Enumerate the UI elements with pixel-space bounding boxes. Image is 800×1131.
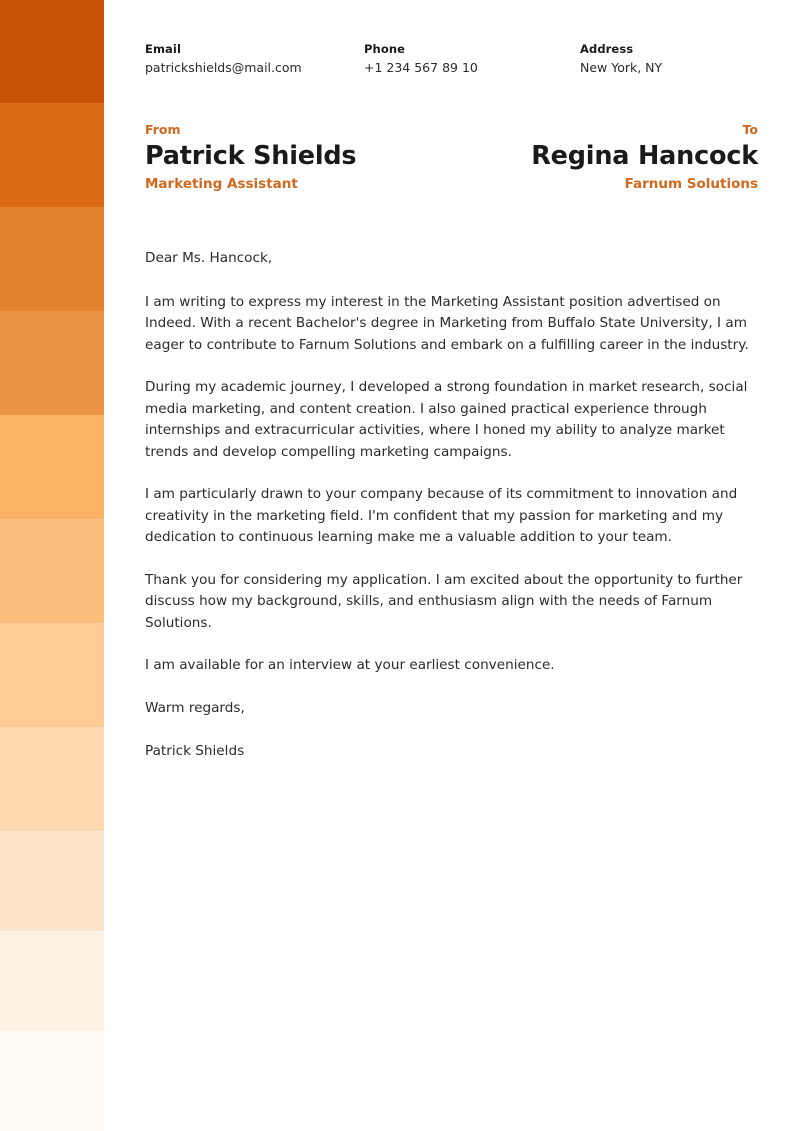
contact-address — [580, 42, 662, 76]
gradient-band-3 — [0, 207, 104, 311]
letter-paragraph: I am writing to express my interest in the Marketing Assistant position advertised on Indeed. With a recent Bachelor's degree in Marketing from Buffalo State University, I am eager to contribute to Farnum Solutions and embark on a fulfilling career in the industry. — [145, 293, 749, 353]
gradient-band-2 — [0, 103, 104, 207]
contact-header — [145, 42, 758, 84]
recipient-company: Farnum Solutions — [624, 176, 758, 192]
gradient-band-6 — [0, 519, 104, 623]
recipient-tag: To — [742, 122, 758, 137]
contact-phone-value: +1 234 567 89 10 — [364, 60, 478, 75]
letter-paragraph: I am particularly drawn to your company because of its commitment to innovation and creativity in the marketing field. I'm confident that my passion for marketing and my dedication to continuous learning make me a valuable addition to your team. — [145, 486, 738, 545]
gradient-band-9 — [0, 831, 104, 931]
gradient-band-5 — [0, 415, 104, 519]
letter-body — [145, 248, 758, 763]
gradient-band-10 — [0, 931, 104, 1031]
letter-salutation: Dear Ms. Hancock, — [145, 250, 273, 266]
letter-signature: Patrick Shields — [145, 743, 245, 759]
letter-paragraph: Thank you for considering my application. I am excited about the opportunity to further discuss how my background, skills, and enthusiasm align with the needs of Farnum Solutions. — [145, 571, 743, 631]
letter-signoff: Warm regards, — [145, 699, 245, 716]
letter-paragraph: During my academic journey, I developed a strong foundation in market research, social media marketing, and content creation. I also gained practical experience through internships and extracurricular activities, where I honed my ability to analyze market trends and develop compelling marketing campaigns. — [145, 379, 748, 460]
contact-address-label: Address — [580, 42, 634, 56]
gradient-band-11 — [0, 1031, 104, 1131]
letter-paragraph: I am available for an interview at your earliest convenience. — [145, 657, 555, 673]
gradient-sidebar — [0, 0, 104, 1131]
sender-recipient-block — [145, 122, 758, 207]
gradient-band-4 — [0, 311, 104, 415]
gradient-band-1 — [0, 0, 104, 103]
sender-block — [145, 122, 356, 193]
recipient-block — [531, 122, 758, 193]
contact-address-value: New York, NY — [580, 60, 663, 75]
contact-email-label: Email — [145, 42, 181, 56]
sender-name: Patrick Shields — [145, 141, 357, 171]
contact-email-value: patrickshields@mail.com — [145, 60, 302, 75]
recipient-name: Regina Hancock — [531, 141, 758, 171]
gradient-band-8 — [0, 727, 104, 831]
contact-phone — [364, 42, 478, 76]
gradient-band-7 — [0, 623, 104, 727]
sender-title: Marketing Assistant — [145, 176, 298, 192]
letter-content — [145, 0, 758, 1131]
sender-tag: From — [145, 122, 181, 137]
contact-email — [145, 42, 302, 76]
contact-phone-label: Phone — [364, 42, 406, 56]
